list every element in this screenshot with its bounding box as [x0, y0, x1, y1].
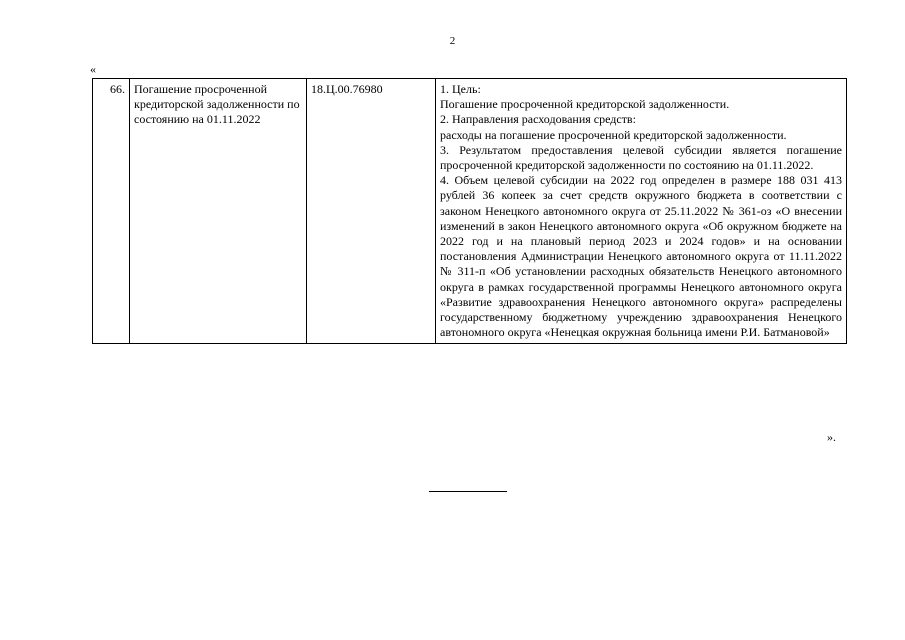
description-line: 4. Объем целевой субсидии на 2022 год определен в размере 188 031 413 рублей 36 копеек за счет средств окружного бюджета в соответствии с законом Ненецкого автономного округа от 25.11.2022 № 361-оз «О внесении изменений в закон Ненецкого автономного округа «Об окружном бюджете на 2022 год и на плановый период 2023 и 2024 годов» и на основании постановления Администрации Ненецкого автономного округа от 11.11.2022 № 311-п «Об установлении расходных обязательств Ненецкого автономного округа в рамках государственной программы Ненецкого автономного округа «Развитие здравоохранения Ненецкого автономного округа» распределены государственному бюджетному учреждению здравоохранения Ненецкого автономного округа «Ненецкая окружная больница имени Р.И. Батмановой» [440, 173, 842, 340]
end-line [429, 491, 507, 492]
row-name: Погашение просроченной кредиторской задолженности по состоянию на 01.11.2022 [130, 79, 307, 344]
page-number: 2 [449, 35, 456, 47]
row-description [436, 79, 847, 344]
row-code: 18.Ц.00.76980 [307, 79, 436, 344]
opening-quote: « [90, 62, 96, 76]
subsidy-table [92, 78, 847, 344]
description-line: 1. Цель: [440, 82, 481, 96]
description-line: 2. Направления расходования средств: [440, 112, 636, 127]
row-number: 66. [93, 79, 130, 344]
description-line: расходы на погашение просроченной кредиторской задолженности. [440, 127, 787, 142]
description-line: Погашение просроченной кредиторской задолженности. [440, 97, 730, 112]
closing-quote: ». [827, 430, 836, 444]
description-line: 3. Результатом предоставления целевой субсидии является погашение просроченной кредиторской задолженности по состоянию на 01.11.2022. [440, 142, 842, 173]
table-row [93, 79, 847, 344]
